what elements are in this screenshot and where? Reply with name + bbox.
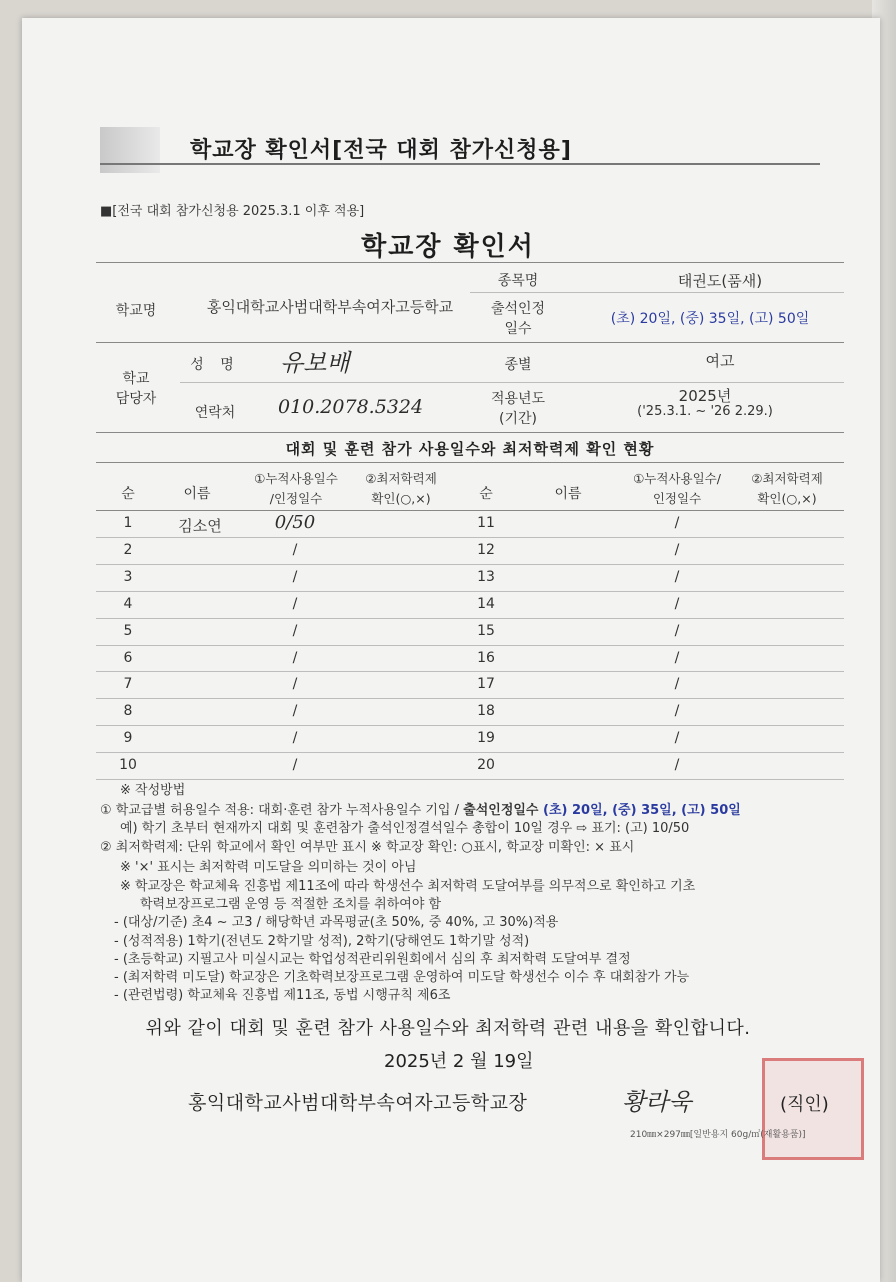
table-row-days-left: / [292,622,298,639]
table-row-no-right: 15 [477,622,495,639]
info-line [180,382,844,383]
table-row-no-left: 10 [119,757,137,774]
table-row-no-right: 11 [477,515,495,531]
manager-label-1: 학교 [122,371,150,387]
table-row-line [96,698,844,699]
col-check-left-2: 확인(○,×) [371,491,431,506]
note-detail-3: - (초등학교) 지필고사 미실시교는 학업성적관리위원회에서 심의 후 최저학력 도달여부 결정 [114,952,631,967]
col-days-left-2: /인정일수 [269,491,323,506]
table-row-days-right: / [674,515,680,531]
school-label: 학교명 [115,303,157,319]
col-name-left: 이름 [183,486,211,502]
table-row-no-right: 17 [477,676,495,693]
info-line [96,432,844,433]
note-2-a: ※ '×' 표시는 최저학력 미도달을 의미하는 것이 아님 [120,860,417,875]
table-row-no-right: 13 [477,568,495,585]
table-row-no-left: 1 [123,515,133,531]
table-row-no-right: 20 [477,757,495,774]
table-row-no-right: 16 [477,649,495,666]
table-row-days-left: / [292,730,298,747]
name-value-handwritten: 유보배 [280,349,350,377]
col-name-right: 이름 [554,486,582,502]
table-row-days-right: / [674,730,680,747]
note-1-bold: 출석인정일수 [463,803,539,818]
seal-label: (직인) [780,1094,829,1115]
table-row-days-right: / [674,757,680,774]
table-row-days-right: / [674,541,680,558]
table-row-days-left: / [292,649,298,666]
year-period: ('25.3.1. ~ '26 2.29.) [637,404,773,419]
sport-label: 종목명 [497,273,539,289]
col-no-right: 순 [479,486,493,502]
year-label-2: (기간) [499,411,537,427]
table-row-days-right: / [674,568,680,585]
table-row-days-right: / [674,676,680,693]
header-underline [100,163,820,165]
col-days-right-2: 인정일수 [652,491,702,506]
table-row-no-left: 7 [123,676,133,693]
table-row-days-left: / [292,541,298,558]
sport-value: 태권도(품새) [677,272,763,290]
note-1-text: ① 학교급별 허용일수 적용: 대회·훈련 참가 누적사용일수 기입 / [100,803,464,818]
table-row-line [96,671,844,672]
table-row-no-left: 2 [123,541,133,558]
table-row-no-right: 19 [477,730,495,747]
table-row-line [96,725,844,726]
table-row-line [96,752,844,753]
table-row-line [96,779,844,780]
table-row-no-left: 3 [123,568,133,585]
table-row-days-right: / [674,649,680,666]
note-2-c: 학력보장프로그램 운영 등 적절한 조치를 취하여야 함 [140,897,442,912]
table-top-line [96,462,844,463]
principal-name: 홍익대학교사범대학부속여자고등학교장 [188,1092,528,1114]
info-top-line [96,262,844,263]
table-row-no-right: 12 [477,541,495,558]
attendance-label-2: 일수 [504,321,532,337]
note-1-example: 예) 학기 초부터 현재까지 대회 및 훈련참가 출석인정결석일수 총합이 10일 경우 ⇨ 표기: (고) 10/50 [120,821,690,836]
paper-spec: 210㎜×297㎜[일반용지 60g/㎡(재활용품)] [630,1130,806,1140]
col-days-left-1: ①누적사용일수 [254,471,338,486]
table-row-days-right: / [674,595,680,612]
col-check-right-2: 확인(○,×) [757,491,817,506]
table-row-no-left: 6 [123,649,133,666]
section-title: 대회 및 훈련 참가 사용일수와 최저학력제 확인 현황 [285,440,655,458]
table-row-no-right: 18 [477,703,495,720]
contact-label: 연락처 [194,405,236,421]
table-row-days-right: / [674,703,680,720]
info-line [96,342,844,343]
confirm-statement: 위와 같이 대회 및 훈련 참가 사용일수와 최저학력 관련 내용을 확인합니다. [145,1018,751,1039]
document-title: 학교장 확인서 [361,232,535,262]
note-2: ② 최저학력제: 단위 학교에서 확인 여부만 표시 ※ 학교장 확인: ○표시, 학교장 미확인: × 표시 [100,840,635,855]
table-row-no-left: 8 [123,703,133,720]
table-row-days-right: / [674,622,680,639]
contact-value-handwritten: 010.2078.5324 [278,396,424,418]
date-text: 2025년 2 월 19일 [384,1051,534,1072]
note-detail-4: - (최저학력 미도달) 학교장은 기초학력보장프로그램 운영하여 미도달 학생선수 이수 후 대회참가 가능 [114,970,690,985]
manager-label-2: 담당자 [115,391,157,407]
col-check-right-1: ②최저학력제 [751,471,823,486]
gender-label: 종별 [504,357,532,373]
table-row-no-left: 4 [123,595,133,612]
note-detail-5: - (관련법령) 학교체육 진흥법 제11조, 동법 시행규칙 제6조 [114,988,451,1003]
apply-note: ■[전국 대회 참가신청용 2025.3.1 이후 적용] [100,204,365,219]
note-2-b: ※ 학교장은 학교체육 진흥법 제11조에 따라 학생선수 최저학력 도달여부를 의무적으로 확인하고 기초 [120,879,696,894]
header-title: 학교장 확인서[전국 대회 참가신청용] [190,138,572,163]
school-name: 홍익대학교사범대학부속여자고등학교 [206,298,454,316]
table-row-name-left: 김소연 [178,517,222,535]
note-1 [100,802,741,820]
table-row-line [96,645,844,646]
year-value: 2025년 [678,387,732,405]
name-label: 성 명 [190,357,240,373]
table-row-days-left: / [292,568,298,585]
attendance-value: (초) 20일, (중) 35일, (고) 50일 [610,311,810,327]
table-row-days-left: 0/50 [274,512,316,533]
table-row-line [96,618,844,619]
table-row-days-left: / [292,757,298,774]
table-row-line [96,537,844,538]
note-detail-2: - (성적적용) 1학기(전년도 2학기말 성적), 2학기(당해연도 1학기말 성적) [114,934,530,949]
table-row-line [96,591,844,592]
header-gray-bar [100,127,160,173]
table-row-line [96,564,844,565]
info-line [470,292,844,293]
notes-heading: ※ 작성방법 [120,783,186,798]
col-check-left-1: ②최저학력제 [365,471,437,486]
col-days-right-1: ①누적사용일수/ [633,471,721,486]
table-row-no-left: 5 [123,622,133,639]
attendance-label-1: 출석인정 [490,301,546,317]
table-row-days-left: / [292,676,298,693]
table-row-days-left: / [292,703,298,720]
note-detail-1: - (대상/기준) 초4 ~ 고3 / 해당학년 과목평균(초 50%, 중 40%, 고 30%)적용 [114,915,559,930]
year-label-1: 적용년도 [490,391,546,407]
table-row-days-left: / [292,595,298,612]
table-row-no-right: 14 [477,595,495,612]
table-header-line [96,510,844,511]
note-1-values: (초) 20일, (중) 35일, (고) 50일 [538,803,741,818]
principal-signature: 황라욱 [622,1088,692,1116]
table-row-no-left: 9 [123,730,133,747]
gender-value: 여고 [705,352,735,370]
col-no-left: 순 [121,486,135,502]
